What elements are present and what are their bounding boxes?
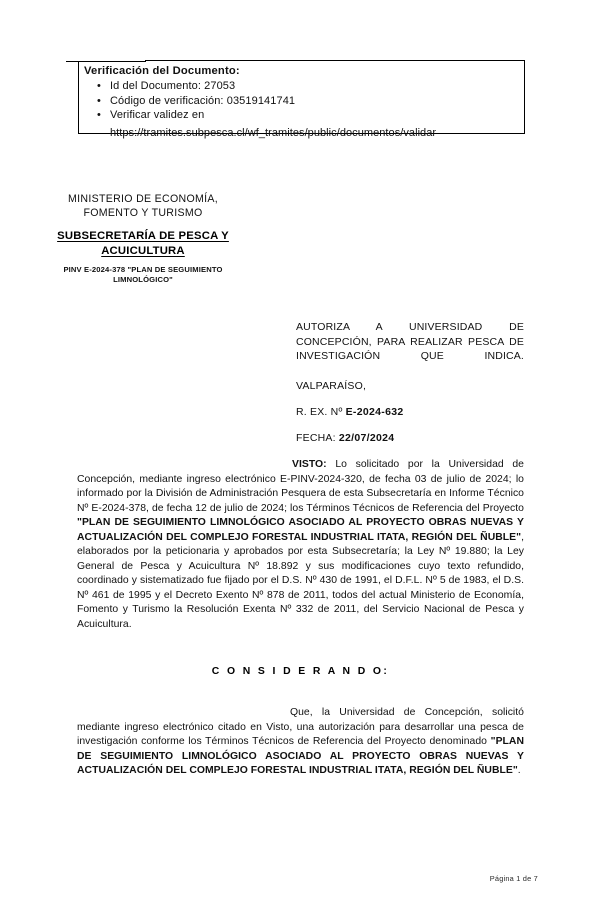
date-value: 22/07/2024 xyxy=(338,432,395,444)
verification-document-id: Id del Documento: 27053 xyxy=(110,80,236,92)
subject-line: AUTORIZA A UNIVERSIDAD DE CONCEPCIÓN, PARA REALIZAR PESCA DE INVESTIGACIÓN QUE INDICA. xyxy=(296,321,524,363)
project-reference-line1: PINV E-2024-378 "PLAN DE SEGUIMIENTO xyxy=(63,265,223,274)
project-reference-line2: LIMNOLÓGICO" xyxy=(113,275,173,284)
page-footer: Página 1 de 7 xyxy=(489,874,538,883)
verification-validate-label: Verificar validez en xyxy=(110,109,205,122)
project-reference xyxy=(18,265,268,285)
verification-title: Verificación del Documento: xyxy=(84,65,240,77)
list-item xyxy=(97,79,524,94)
verification-url[interactable]: https://tramites.subpesca.cl/wf_tramites/public/documentos/validar xyxy=(110,127,437,139)
ministry-name-line1: MINISTERIO DE ECONOMÍA, xyxy=(68,193,218,205)
verification-box-notch-line xyxy=(66,61,146,62)
letterhead xyxy=(18,192,268,285)
list-item xyxy=(97,94,524,109)
subsecretaria-name-line2: ACUICULTURA xyxy=(101,244,185,257)
resolution-number-line xyxy=(296,406,403,418)
visto-lead-spacer xyxy=(77,459,292,470)
verification-code: Código de verificación: 03519141741 xyxy=(110,94,296,107)
verification-content xyxy=(84,64,524,123)
considerando-lead-spacer xyxy=(77,707,290,718)
place-line: VALPARAÍSO, xyxy=(296,380,367,392)
bullet-icon: • xyxy=(97,109,101,122)
considerando-paragraph xyxy=(77,706,524,779)
considerando-text-part1: Que, la Universidad de Concepción, solicitó mediante ingreso electrónico citado en Visto, una autorización para desarrollar una pesca de investigación conforme los Términos Técnicos de Referencia del Proyecto denominado xyxy=(77,707,524,748)
visto-project-title: "PLAN DE SEGUIMIENTO LIMNOLÓGICO ASOCIADO AL PROYECTO OBRAS NUEVAS Y ACTUALIZACIÓN DEL COMPLEJO FORESTAL INDUSTRIAL ITATA, REGIÓN DEL ÑUBLE" xyxy=(77,517,524,543)
visto-text-part1: Lo solicitado por la Universidad de Concepción, mediante ingreso electrónico E-PINV-2024-320, de fecha 03 de julio de 2024; lo informado por la División de Administración Pesquera de esta Subsecretaría en Informe Técnico Nº E-2024-378, de fecha 12 de julio de 2024; los Términos Técnicos de Referencia del Proyecto xyxy=(77,459,524,514)
verification-list xyxy=(84,79,524,123)
list-item xyxy=(97,108,524,123)
visto-paragraph xyxy=(77,458,524,633)
ministry-name-line2: FOMENTO Y TURISMO xyxy=(83,207,203,219)
considerando-heading: C O N S I D E R A N D O: xyxy=(211,666,390,677)
visto-heading: VISTO: xyxy=(292,459,327,470)
bullet-icon: • xyxy=(97,94,101,107)
date-label: FECHA: xyxy=(296,432,336,444)
subsecretaria-name xyxy=(18,229,268,258)
resolution-number-label: R. EX. Nº xyxy=(296,406,343,418)
considerando-project-title: "PLAN DE SEGUIMIENTO LIMNOLÓGICO ASOCIADO AL PROYECTO OBRAS NUEVAS Y ACTUALIZACIÓN DEL COMPLEJO FORESTAL INDUSTRIAL ITATA, REGIÓN DEL ÑUBLE" xyxy=(77,736,524,777)
ministry-name xyxy=(18,192,268,220)
subsecretaria-name-line1: SUBSECRETARÍA DE PESCA Y xyxy=(57,230,229,242)
resolution-number-value: E-2024-632 xyxy=(345,406,404,418)
considerando-text-part2: . xyxy=(517,765,521,777)
bullet-icon: • xyxy=(97,80,101,92)
visto-text-part2: , elaborados por la peticionaria y aprobados por esta Subsecretaría; la Ley Nº 19.880; la Ley General de Pesca y Acuicultura Nº 18.892 y sus modificaciones cuyo texto refundido, coordinado y sistematizado fue fijado por el D.S. Nº 430 de 1991, el D.F.L. Nº 5 de 1983, el D.S. Nº 461 de 1995 y el Decreto Exento Nº 878 de 2011, todos del actual Ministerio de Economía, Fomento y Turismo la Resolución Exenta Nº 332 de 2011, del Servicio Nacional de Pesca y Acuicultura. xyxy=(77,531,524,631)
date-line xyxy=(296,432,394,444)
